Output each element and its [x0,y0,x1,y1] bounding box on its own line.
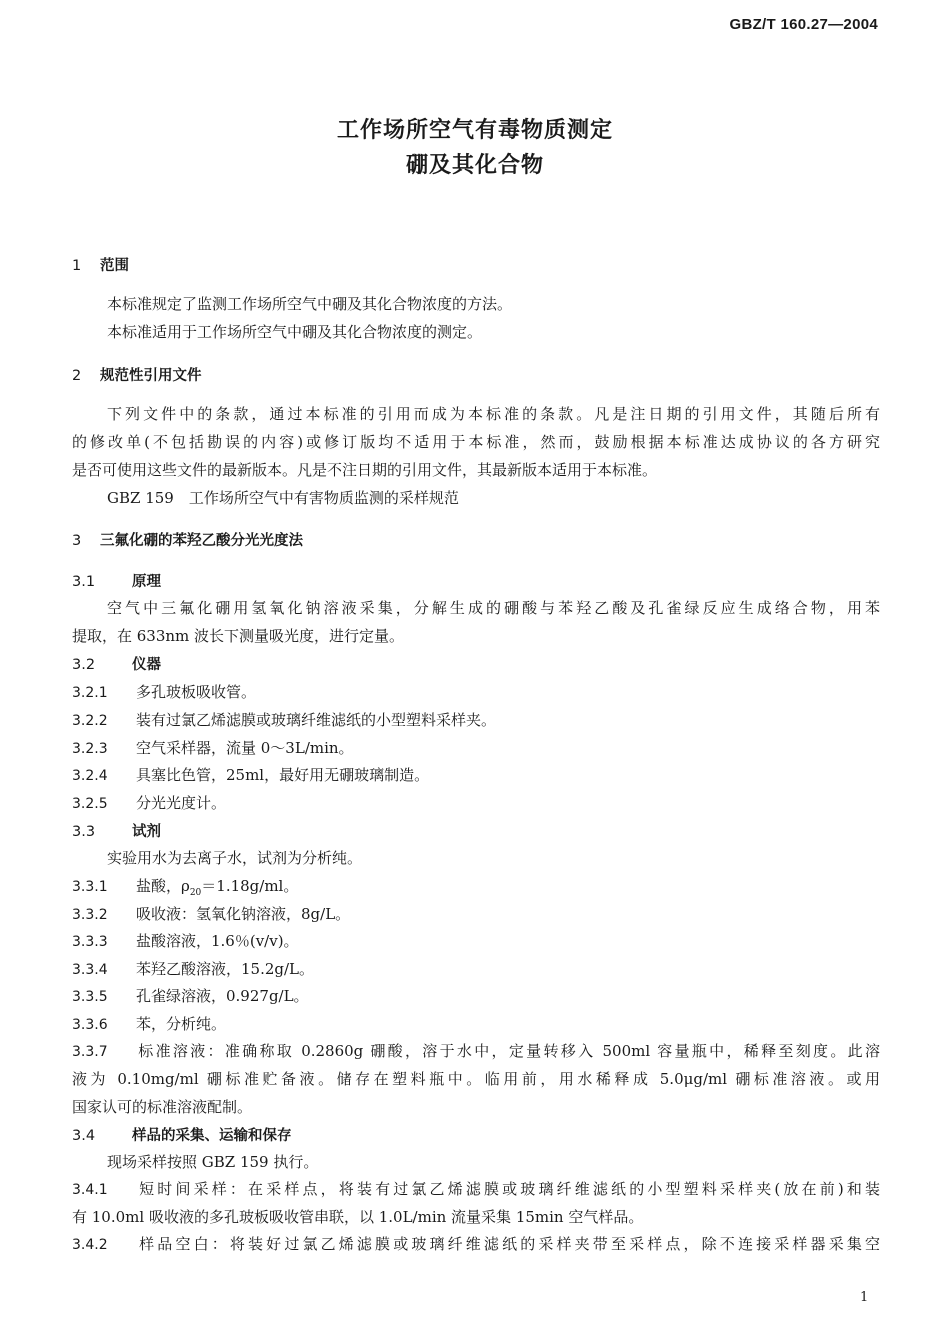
item-number: 3.3.7 [72,1044,108,1060]
paragraph-line: 下列文件中的条款，通过本标准的引用而成为本标准的条款。凡是注日期的引用文件，其随后所有 [107,405,880,423]
normative-reference: GBZ 159 工作场所空气中有害物质监测的采样规范 [107,489,459,507]
paragraph: 现场采样按照 GBZ 159 执行。 [107,1153,319,1171]
subsection-3-4-heading [72,1124,292,1145]
item-number: 3.2.3 [72,741,108,757]
section-title: 试剂 [132,824,161,840]
item-number: 3.3.3 [72,934,108,950]
section-number: 3.2 [72,657,96,673]
item-number: 3.3.1 [72,879,108,895]
list-item [72,903,350,924]
list-item [72,681,256,702]
section-number: 2 [72,368,82,384]
item-text: 盐酸，ρ [136,877,190,895]
section-2-heading [72,364,202,385]
item-text: 多孔玻板吸收管。 [136,683,257,701]
section-title: 范围 [100,258,129,274]
subsection-3-1-heading [72,570,161,591]
paragraph-line: 国家认可的标准溶液配制。 [72,1098,253,1116]
list-item [72,1040,880,1061]
item-text: 装有过氯乙烯滤膜或玻璃纤维滤纸的小型塑料采样夹。 [136,711,497,729]
section-number: 3.3 [72,824,96,840]
paragraph-line: 空气中三氟化硼用氢氧化钠溶液采集，分解生成的硼酸与苯羟乙酸及孔雀绿反应生成络合物，用苯 [107,599,880,617]
list-item [72,764,429,785]
list-item [72,930,299,951]
item-text: 孔雀绿溶液，0.927g/L。 [136,987,309,1005]
document-title: 工作场所空气有毒物质测定 [336,118,613,143]
list-item [72,985,309,1006]
item-number: 3.4.2 [72,1237,108,1253]
item-number: 3.3.6 [72,1017,108,1033]
subsection-3-2-heading [72,653,161,674]
item-text: 空气采样器，流量 0～3L/min。 [136,739,354,757]
section-title: 规范性引用文件 [100,368,202,384]
item-number: 3.2.1 [72,685,108,701]
list-item [72,1013,226,1034]
list-item [72,1178,880,1199]
item-number: 3.2.4 [72,768,108,784]
subscript: 20 [189,888,202,898]
list-item [72,737,354,758]
paragraph: 本标准规定了监测工作场所空气中硼及其化合物浓度的方法。 [107,295,513,313]
item-text: 具塞比色管，25ml，最好用无硼玻璃制造。 [136,766,430,784]
document-subtitle: 硼及其化合物 [405,153,544,178]
item-text: 样品空白：将装好过氯乙烯滤膜或玻璃纤维滤纸的采样夹带至采样点，除不连接采样器采集空 [136,1235,880,1253]
item-text: 盐酸溶液，1.6％(v/v)。 [136,932,299,950]
list-item [72,1233,880,1254]
section-number: 1 [72,258,82,274]
section-number: 3.4 [72,1128,96,1144]
paragraph-line: 液为 0.10mg/ml 硼标准贮备液。储存在塑料瓶中。临用前，用水稀释成 5.0μg/ml 硼标准溶液。或用 [72,1070,880,1088]
item-number: 3.4.1 [72,1182,108,1198]
paragraph-line: 提取，在 633nm 波长下测量吸光度，进行定量。 [72,627,405,645]
item-number: 3.2.5 [72,796,108,812]
standard-code: GBZ/T 160.27—2004 [729,16,878,33]
list-item [72,875,298,898]
section-number: 3.1 [72,574,96,590]
paragraph: 实验用水为去离子水，试剂为分析纯。 [107,849,363,867]
page-number: 1 [860,1290,869,1305]
subsection-3-3-heading [72,820,161,841]
list-item [72,958,314,979]
item-text: 苯，分析纯。 [136,1015,227,1033]
list-item [72,709,496,730]
item-number: 3.3.4 [72,962,108,978]
paragraph-line: 是否可使用这些文件的最新版本。凡是不注日期的引用文件，其最新版本适用于本标准。 [72,461,658,479]
section-number: 3 [72,533,82,549]
paragraph-line: 的修改单(不包括勘误的内容)或修订版均不适用于本标准，然而，鼓励根据本标准达成协议的各方研究 [72,433,880,451]
item-text: ＝1.18g/ml。 [201,877,299,895]
section-title: 原理 [132,574,161,590]
item-text: 吸收液：氢氧化钠溶液，8g/L。 [136,905,351,923]
item-number: 3.2.2 [72,713,108,729]
section-1-heading [72,254,129,275]
section-title: 样品的采集、运输和保存 [132,1128,292,1144]
item-text: 标准溶液：准确称取 0.2860g 硼酸，溶于水中，定量转移入 500ml 容量瓶中，稀释至刻度。此溶 [136,1042,880,1060]
list-item [72,792,226,813]
item-text: 短时间采样：在采样点，将装有过氯乙烯滤膜或玻璃纤维滤纸的小型塑料采样夹(放在前)和装 [136,1180,880,1198]
section-title: 三氟化硼的苯羟乙酸分光光度法 [100,533,303,549]
item-text: 分光光度计。 [136,794,227,812]
paragraph: 本标准适用于工作场所空气中硼及其化合物浓度的测定。 [107,323,483,341]
section-3-heading [72,529,303,550]
paragraph-line: 有 10.0ml 吸收液的多孔玻板吸收管串联，以 1.0L/min 流量采集 15min 空气样品。 [72,1208,644,1226]
item-number: 3.3.5 [72,989,108,1005]
section-title: 仪器 [132,657,161,673]
item-text: 苯羟乙酸溶液，15.2g/L。 [136,960,315,978]
item-number: 3.3.2 [72,907,108,923]
